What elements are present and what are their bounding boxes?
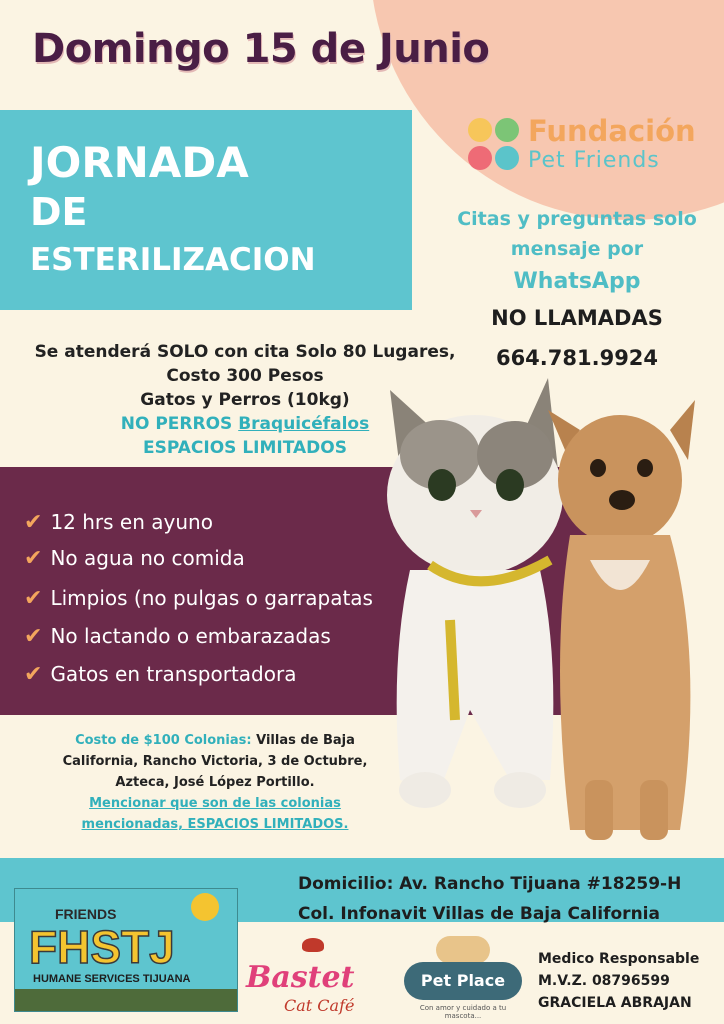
colonias-note-1: Mencionar que son de las colonias: [89, 796, 341, 811]
pet-place-logo: [404, 936, 522, 1020]
req-brachycephalic: Braquicéfalos: [238, 414, 370, 434]
bird-icon: [495, 118, 519, 142]
checklist-item: [24, 624, 331, 649]
checkmark-icon: ✔: [24, 510, 43, 535]
checkmark-icon: ✔: [24, 662, 43, 687]
colonias-line-2: California, Rancho Victoria, 3 de Octubre,: [62, 754, 368, 769]
medico-line-2: M.V.Z. 08796599: [538, 973, 670, 989]
checklist-item: [24, 662, 296, 687]
req-line-5: ESPACIOS LIMITADOS: [143, 438, 347, 458]
kitten-illustration: [387, 378, 563, 808]
dog-cat-icon: [436, 936, 490, 964]
foundation-subtitle: Pet Friends: [528, 148, 660, 173]
bastet-name: Bastet: [246, 960, 355, 995]
bastet-sub: Cat Café: [284, 996, 355, 1015]
contact-line-1: Citas y preguntas solo: [457, 208, 697, 230]
req-no-dogs: NO PERROS: [120, 414, 239, 434]
checklist-item-label: No agua no comida: [50, 546, 245, 570]
checklist-item: [24, 510, 213, 535]
fhstj-sun-icon: [15, 889, 237, 1011]
medico-line-3: GRACIELA ABRAJAN: [538, 995, 692, 1011]
foundation-name: Fundación: [528, 114, 696, 148]
colonias-line-3: Azteca, José López Portillo.: [115, 775, 315, 790]
checklist-item-label: Gatos en transportadora: [50, 662, 297, 686]
req-line-1: Se atenderá SOLO con cita Solo 80 Lugares,: [34, 342, 456, 362]
colonias-note-2: mencionadas, ESPACIOS LIMITADOS.: [81, 817, 349, 832]
chihuahua-illustration: [548, 400, 695, 840]
medico-info: [538, 948, 724, 1014]
cat-icon: [468, 146, 492, 170]
colonias-label: Costo de $100 Colonias:: [75, 733, 252, 748]
req-line-3: Gatos y Perros (10kg): [140, 390, 350, 410]
checkmark-icon: ✔: [24, 546, 43, 571]
paw-icon: [495, 146, 519, 170]
colonias-text: Villas de Baja: [251, 733, 355, 748]
contact-line-2: mensaje por: [510, 238, 644, 260]
medico-line-1: Medico Responsable: [538, 951, 700, 967]
fundacion-pet-friends-logo: [468, 116, 708, 176]
pet-place-name: Pet Place: [404, 962, 522, 1000]
checklist-item: [24, 586, 373, 611]
fhstj-friends-label: FRIENDS: [55, 906, 117, 922]
colonias-info: [50, 730, 380, 835]
bastet-cat-cafe-logo: [246, 960, 386, 1016]
fhstj-sub-label: HUMANE SERVICES TIJUANA: [33, 973, 191, 985]
colonias-line-1: [50, 730, 380, 751]
event-date: Domingo 15 de Junio: [32, 26, 490, 72]
contact-whatsapp: WhatsApp: [513, 269, 641, 294]
checklist-item-label: Limpios (no pulgas o garrapatas: [50, 586, 373, 610]
address-line-2: Col. Infonavit Villas de Baja California: [298, 904, 660, 924]
title-line-1: JORNADA: [30, 138, 249, 187]
title-line-3: ESTERILIZACION: [30, 242, 316, 278]
house-icon: [468, 118, 492, 142]
checklist-item-label: No lactando o embarazadas: [50, 624, 331, 648]
cat-silhouette-icon: [302, 938, 324, 952]
checkmark-icon: ✔: [24, 624, 43, 649]
req-line-2: Costo 300 Pesos: [166, 366, 324, 386]
checklist-item-label: 12 hrs en ayuno: [50, 510, 213, 534]
paw-icons: [468, 116, 522, 172]
checkmark-icon: ✔: [24, 586, 43, 611]
fhstj-main-label: FHSTJ: [29, 921, 175, 973]
title-line-2: DE: [30, 190, 88, 234]
pet-place-tagline: Con amor y cuidado a tu mascota...: [419, 1004, 507, 1020]
checklist-item: [24, 546, 245, 571]
address-line-1: Domicilio: Av. Rancho Tijuana #18259-H: [298, 874, 682, 894]
contact-no-calls: NO LLAMADAS: [491, 306, 663, 330]
contact-phone: 664.781.9924: [495, 346, 659, 370]
cat-and-dog-photo: [370, 360, 724, 860]
fhstj-logo: [14, 888, 238, 1012]
